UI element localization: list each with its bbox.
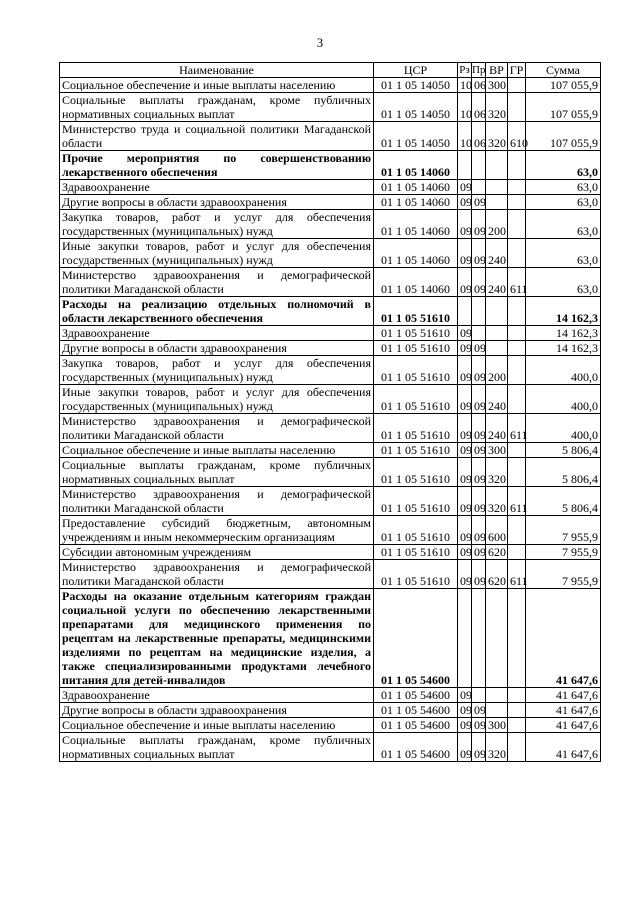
- header-name: Наименование: [60, 63, 374, 78]
- cell-pr: 09: [472, 341, 486, 356]
- cell-pr: 09: [472, 703, 486, 718]
- cell-csr: 01 1 05 14050: [374, 78, 458, 93]
- cell-name: Другие вопросы в области здравоохранения: [60, 341, 374, 356]
- cell-csr: 01 1 05 54600: [374, 703, 458, 718]
- cell-name: Здравоохранение: [60, 326, 374, 341]
- cell-name: Министерство здравоохранения и демографической политики Магаданской области: [60, 560, 374, 589]
- cell-gr: [508, 356, 526, 385]
- table-row: [60, 414, 601, 443]
- cell-rz: [458, 589, 472, 688]
- cell-gr: 611: [508, 268, 526, 297]
- table-row: [60, 487, 601, 516]
- cell-sum: 63,0: [526, 195, 601, 210]
- cell-vr: 620: [486, 545, 508, 560]
- cell-sum: 63,0: [526, 180, 601, 195]
- cell-rz: 09: [458, 545, 472, 560]
- cell-pr: 06: [472, 93, 486, 122]
- cell-gr: [508, 443, 526, 458]
- cell-sum: 41 647,6: [526, 688, 601, 703]
- header-pr: Пр: [472, 64, 486, 76]
- cell-name: Министерство здравоохранения и демографической политики Магаданской области: [60, 268, 374, 297]
- cell-csr: 01 1 05 54600: [374, 688, 458, 703]
- cell-gr: [508, 688, 526, 703]
- cell-gr: [508, 93, 526, 122]
- cell-pr: [472, 326, 486, 341]
- cell-sum: 14 162,3: [526, 297, 601, 326]
- table-row: [60, 733, 601, 762]
- cell-name: Другие вопросы в области здравоохранения: [60, 195, 374, 210]
- cell-sum: 41 647,6: [526, 589, 601, 688]
- cell-name: Социальное обеспечение и иные выплаты населению: [60, 78, 374, 93]
- cell-rz: 10: [458, 78, 472, 93]
- cell-rz: 09: [458, 195, 472, 210]
- cell-pr: 09: [472, 545, 486, 560]
- cell-rz: 09: [458, 414, 472, 443]
- cell-rz: 10: [458, 93, 472, 122]
- cell-rz: 09: [458, 180, 472, 195]
- cell-rz: [458, 151, 472, 180]
- cell-sum: 41 647,6: [526, 733, 601, 762]
- cell-name: Другие вопросы в области здравоохранения: [60, 703, 374, 718]
- cell-gr: [508, 733, 526, 762]
- cell-sum: 107 055,9: [526, 122, 601, 151]
- cell-vr: 320: [486, 458, 508, 487]
- table-row: [60, 122, 601, 151]
- cell-name: Прочие мероприятия по совершенствованию лекарственного обеспечения: [60, 151, 374, 180]
- cell-sum: 63,0: [526, 268, 601, 297]
- cell-rz: 09: [458, 268, 472, 297]
- table-body: [60, 78, 601, 762]
- cell-rz: 09: [458, 385, 472, 414]
- cell-name: Здравоохранение: [60, 688, 374, 703]
- table-row: [60, 516, 601, 545]
- table-row: [60, 385, 601, 414]
- cell-csr: 01 1 05 54600: [374, 718, 458, 733]
- cell-csr: 01 1 05 51610: [374, 341, 458, 356]
- table-row: [60, 180, 601, 195]
- cell-vr: 200: [486, 210, 508, 239]
- cell-name: Социальное обеспечение и иные выплаты населению: [60, 443, 374, 458]
- cell-gr: [508, 326, 526, 341]
- cell-gr: [508, 385, 526, 414]
- cell-sum: 5 806,4: [526, 443, 601, 458]
- table-row: [60, 356, 601, 385]
- cell-vr: [486, 703, 508, 718]
- cell-rz: 09: [458, 458, 472, 487]
- cell-csr: 01 1 05 51610: [374, 545, 458, 560]
- cell-gr: [508, 78, 526, 93]
- cell-csr: 01 1 05 51610: [374, 414, 458, 443]
- table-row: [60, 297, 601, 326]
- cell-sum: 400,0: [526, 385, 601, 414]
- cell-vr: [486, 688, 508, 703]
- cell-pr: 09: [472, 210, 486, 239]
- cell-pr: 09: [472, 733, 486, 762]
- cell-sum: 107 055,9: [526, 78, 601, 93]
- cell-sum: 41 647,6: [526, 718, 601, 733]
- table-row: [60, 78, 601, 93]
- cell-pr: 09: [472, 443, 486, 458]
- cell-pr: [472, 688, 486, 703]
- cell-sum: 5 806,4: [526, 458, 601, 487]
- cell-rz: 09: [458, 560, 472, 589]
- cell-name: Министерство здравоохранения и демографической политики Магаданской области: [60, 414, 374, 443]
- cell-gr: 610: [508, 122, 526, 151]
- cell-vr: 200: [486, 356, 508, 385]
- cell-csr: 01 1 05 51610: [374, 560, 458, 589]
- table-row: [60, 326, 601, 341]
- cell-rz: [458, 297, 472, 326]
- cell-gr: [508, 195, 526, 210]
- page-number: 3: [316, 36, 324, 50]
- cell-name: Предоставление субсидий бюджетным, автономным учреждениям и иным некоммерческим организациям: [60, 516, 374, 545]
- cell-gr: [508, 703, 526, 718]
- cell-csr: 01 1 05 51610: [374, 297, 458, 326]
- cell-rz: 09: [458, 443, 472, 458]
- table-row: [60, 268, 601, 297]
- cell-csr: 01 1 05 14050: [374, 93, 458, 122]
- cell-sum: 14 162,3: [526, 341, 601, 356]
- cell-pr: 09: [472, 195, 486, 210]
- cell-vr: [486, 589, 508, 688]
- cell-pr: [472, 297, 486, 326]
- cell-name: Расходы на реализацию отдельных полномочий в области лекарственного обеспечения: [60, 297, 374, 326]
- cell-sum: 7 955,9: [526, 545, 601, 560]
- cell-gr: [508, 589, 526, 688]
- cell-csr: 01 1 05 51610: [374, 385, 458, 414]
- cell-gr: [508, 297, 526, 326]
- table-row: [60, 718, 601, 733]
- cell-vr: 300: [486, 443, 508, 458]
- cell-rz: 09: [458, 487, 472, 516]
- cell-pr: 09: [472, 458, 486, 487]
- cell-gr: [508, 545, 526, 560]
- cell-vr: [486, 341, 508, 356]
- cell-name: Здравоохранение: [60, 180, 374, 195]
- cell-name: Социальные выплаты гражданам, кроме публичных нормативных социальных выплат: [60, 733, 374, 762]
- cell-pr: [472, 180, 486, 195]
- cell-name: Субсидии автономным учреждениям: [60, 545, 374, 560]
- header-sum: Сумма: [526, 63, 601, 78]
- cell-sum: 41 647,6: [526, 703, 601, 718]
- cell-name: Социальное обеспечение и иные выплаты населению: [60, 718, 374, 733]
- cell-vr: 320: [486, 122, 508, 151]
- table-row: [60, 93, 601, 122]
- cell-csr: 01 1 05 14060: [374, 239, 458, 268]
- cell-pr: 09: [472, 356, 486, 385]
- cell-rz: 10: [458, 122, 472, 151]
- cell-name: Иные закупки товаров, работ и услуг для обеспечения государственных (муниципальных) нужд: [60, 385, 374, 414]
- cell-name: Иные закупки товаров, работ и услуг для обеспечения государственных (муниципальных) нужд: [60, 239, 374, 268]
- cell-pr: 09: [472, 718, 486, 733]
- cell-vr: 240: [486, 239, 508, 268]
- cell-csr: 01 1 05 51610: [374, 443, 458, 458]
- cell-sum: 5 806,4: [526, 487, 601, 516]
- cell-vr: [486, 151, 508, 180]
- table-row: [60, 195, 601, 210]
- cell-csr: 01 1 05 14060: [374, 268, 458, 297]
- cell-sum: 400,0: [526, 356, 601, 385]
- cell-pr: 09: [472, 560, 486, 589]
- cell-pr: [472, 589, 486, 688]
- table-row: [60, 545, 601, 560]
- cell-csr: 01 1 05 14060: [374, 151, 458, 180]
- table-row: [60, 458, 601, 487]
- cell-csr: 01 1 05 51610: [374, 487, 458, 516]
- cell-gr: [508, 151, 526, 180]
- cell-csr: 01 1 05 51610: [374, 356, 458, 385]
- cell-pr: 09: [472, 516, 486, 545]
- cell-gr: 611: [508, 560, 526, 589]
- cell-vr: 300: [486, 78, 508, 93]
- cell-rz: 09: [458, 688, 472, 703]
- table-row: [60, 443, 601, 458]
- cell-rz: 09: [458, 341, 472, 356]
- cell-sum: 63,0: [526, 210, 601, 239]
- cell-vr: 600: [486, 516, 508, 545]
- cell-vr: 240: [486, 414, 508, 443]
- table-row: [60, 210, 601, 239]
- cell-sum: 63,0: [526, 151, 601, 180]
- budget-table: [59, 62, 601, 762]
- cell-rz: 09: [458, 733, 472, 762]
- cell-sum: 63,0: [526, 239, 601, 268]
- cell-vr: [486, 326, 508, 341]
- cell-pr: 09: [472, 268, 486, 297]
- cell-name: Социальные выплаты гражданам, кроме публичных нормативных социальных выплат: [60, 93, 374, 122]
- cell-sum: 7 955,9: [526, 516, 601, 545]
- cell-csr: 01 1 05 14060: [374, 210, 458, 239]
- cell-vr: 300: [486, 718, 508, 733]
- cell-vr: 320: [486, 93, 508, 122]
- table-row: [60, 341, 601, 356]
- cell-pr: 06: [472, 122, 486, 151]
- cell-sum: 7 955,9: [526, 560, 601, 589]
- cell-name: Социальные выплаты гражданам, кроме публичных нормативных социальных выплат: [60, 458, 374, 487]
- cell-vr: 240: [486, 385, 508, 414]
- cell-csr: 01 1 05 51610: [374, 458, 458, 487]
- cell-name: Расходы на оказание отдельным категориям граждан социальной услуги по обеспечению лекарственными препаратами для медицинского применения по рецептам на лекарственные препараты, медицинскими изделиями по рецептам на медицинские изделия, а также специализированными продуктами лечебного питания для детей-инвалидов: [60, 589, 374, 688]
- cell-vr: 320: [486, 487, 508, 516]
- cell-name: Закупка товаров, работ и услуг для обеспечения государственных (муниципальных) нужд: [60, 210, 374, 239]
- cell-vr: 240: [486, 268, 508, 297]
- cell-vr: [486, 195, 508, 210]
- cell-rz: 09: [458, 356, 472, 385]
- cell-rz: 09: [458, 326, 472, 341]
- cell-name: Министерство труда и социальной политики Магаданской области: [60, 122, 374, 151]
- cell-pr: 09: [472, 414, 486, 443]
- cell-gr: [508, 516, 526, 545]
- cell-csr: 01 1 05 51610: [374, 516, 458, 545]
- cell-csr: 01 1 05 14060: [374, 180, 458, 195]
- cell-pr: 09: [472, 487, 486, 516]
- cell-vr: 620: [486, 560, 508, 589]
- table-row: [60, 239, 601, 268]
- cell-pr: 09: [472, 239, 486, 268]
- table-row: [60, 560, 601, 589]
- cell-rz: 09: [458, 210, 472, 239]
- table-header-row: [60, 63, 601, 78]
- cell-name: Министерство здравоохранения и демографической политики Магаданской области: [60, 487, 374, 516]
- header-csr: ЦСР: [374, 63, 458, 78]
- cell-csr: 01 1 05 14050: [374, 122, 458, 151]
- cell-gr: [508, 210, 526, 239]
- cell-sum: 14 162,3: [526, 326, 601, 341]
- cell-csr: 01 1 05 14060: [374, 195, 458, 210]
- cell-vr: [486, 297, 508, 326]
- cell-gr: [508, 239, 526, 268]
- cell-gr: 611: [508, 414, 526, 443]
- header-gr: ГР: [508, 63, 526, 78]
- header-vr: ВР: [486, 63, 508, 78]
- cell-rz: 09: [458, 703, 472, 718]
- table-row: [60, 589, 601, 688]
- cell-rz: 09: [458, 516, 472, 545]
- cell-pr: 09: [472, 385, 486, 414]
- cell-gr: [508, 718, 526, 733]
- cell-csr: 01 1 05 54600: [374, 589, 458, 688]
- header-rz: Рз: [459, 64, 470, 76]
- cell-csr: 01 1 05 54600: [374, 733, 458, 762]
- cell-csr: 01 1 05 51610: [374, 326, 458, 341]
- cell-pr: [472, 151, 486, 180]
- cell-rz: 09: [458, 239, 472, 268]
- cell-gr: 611: [508, 487, 526, 516]
- cell-vr: [486, 180, 508, 195]
- cell-gr: [508, 180, 526, 195]
- cell-gr: [508, 458, 526, 487]
- cell-name: Закупка товаров, работ и услуг для обеспечения государственных (муниципальных) нужд: [60, 356, 374, 385]
- table-row: [60, 688, 601, 703]
- table-row: [60, 703, 601, 718]
- cell-sum: 400,0: [526, 414, 601, 443]
- cell-gr: [508, 341, 526, 356]
- cell-rz: 09: [458, 718, 472, 733]
- table-row: [60, 151, 601, 180]
- cell-pr: 06: [472, 78, 486, 93]
- cell-vr: 320: [486, 733, 508, 762]
- cell-sum: 107 055,9: [526, 93, 601, 122]
